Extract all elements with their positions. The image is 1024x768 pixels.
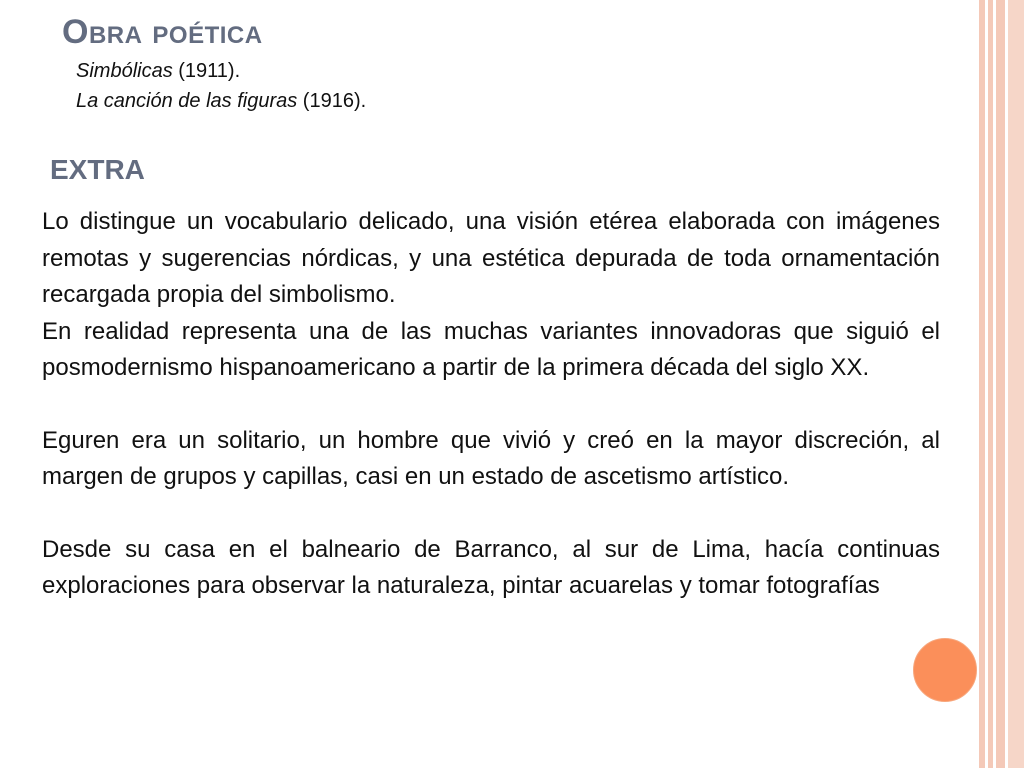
decorative-stripe xyxy=(996,0,1005,768)
section-heading: EXTRA xyxy=(50,154,145,185)
work-item xyxy=(76,59,240,83)
decorative-circle xyxy=(913,638,977,702)
work-title: Simbólicas xyxy=(76,60,173,82)
decorative-stripe xyxy=(1008,0,1024,768)
paragraph: Eguren era un solitario, un hombre que vivió y creó en la mayor discreción, al margen de grupos y capillas, casi en un estado de ascetismo artístico. xyxy=(42,426,940,490)
paragraph: En realidad representa una de las muchas variantes innovadoras que siguió el posmodernismo hispanoamericano a partir de la primera década del siglo XX. xyxy=(42,317,940,381)
work-year: (1916). xyxy=(297,90,367,112)
work-title: La canción de las figuras xyxy=(76,90,298,112)
slide-title: Obra poética xyxy=(62,13,263,51)
paragraph: Lo distingue un vocabulario delicado, una visión etérea elaborada con imágenes remotas y sugerencias nórdicas, y una estética depurada de toda ornamentación recargada propia del simbolismo. xyxy=(42,208,940,308)
body-text xyxy=(42,204,940,605)
work-year: (1911). xyxy=(172,60,241,82)
paragraph: Desde su casa en el balneario de Barranco, al sur de Lima, hacía continuas exploraciones para observar la naturaleza, pintar acuarelas y tomar fotografías xyxy=(42,535,940,599)
work-item xyxy=(76,89,366,113)
